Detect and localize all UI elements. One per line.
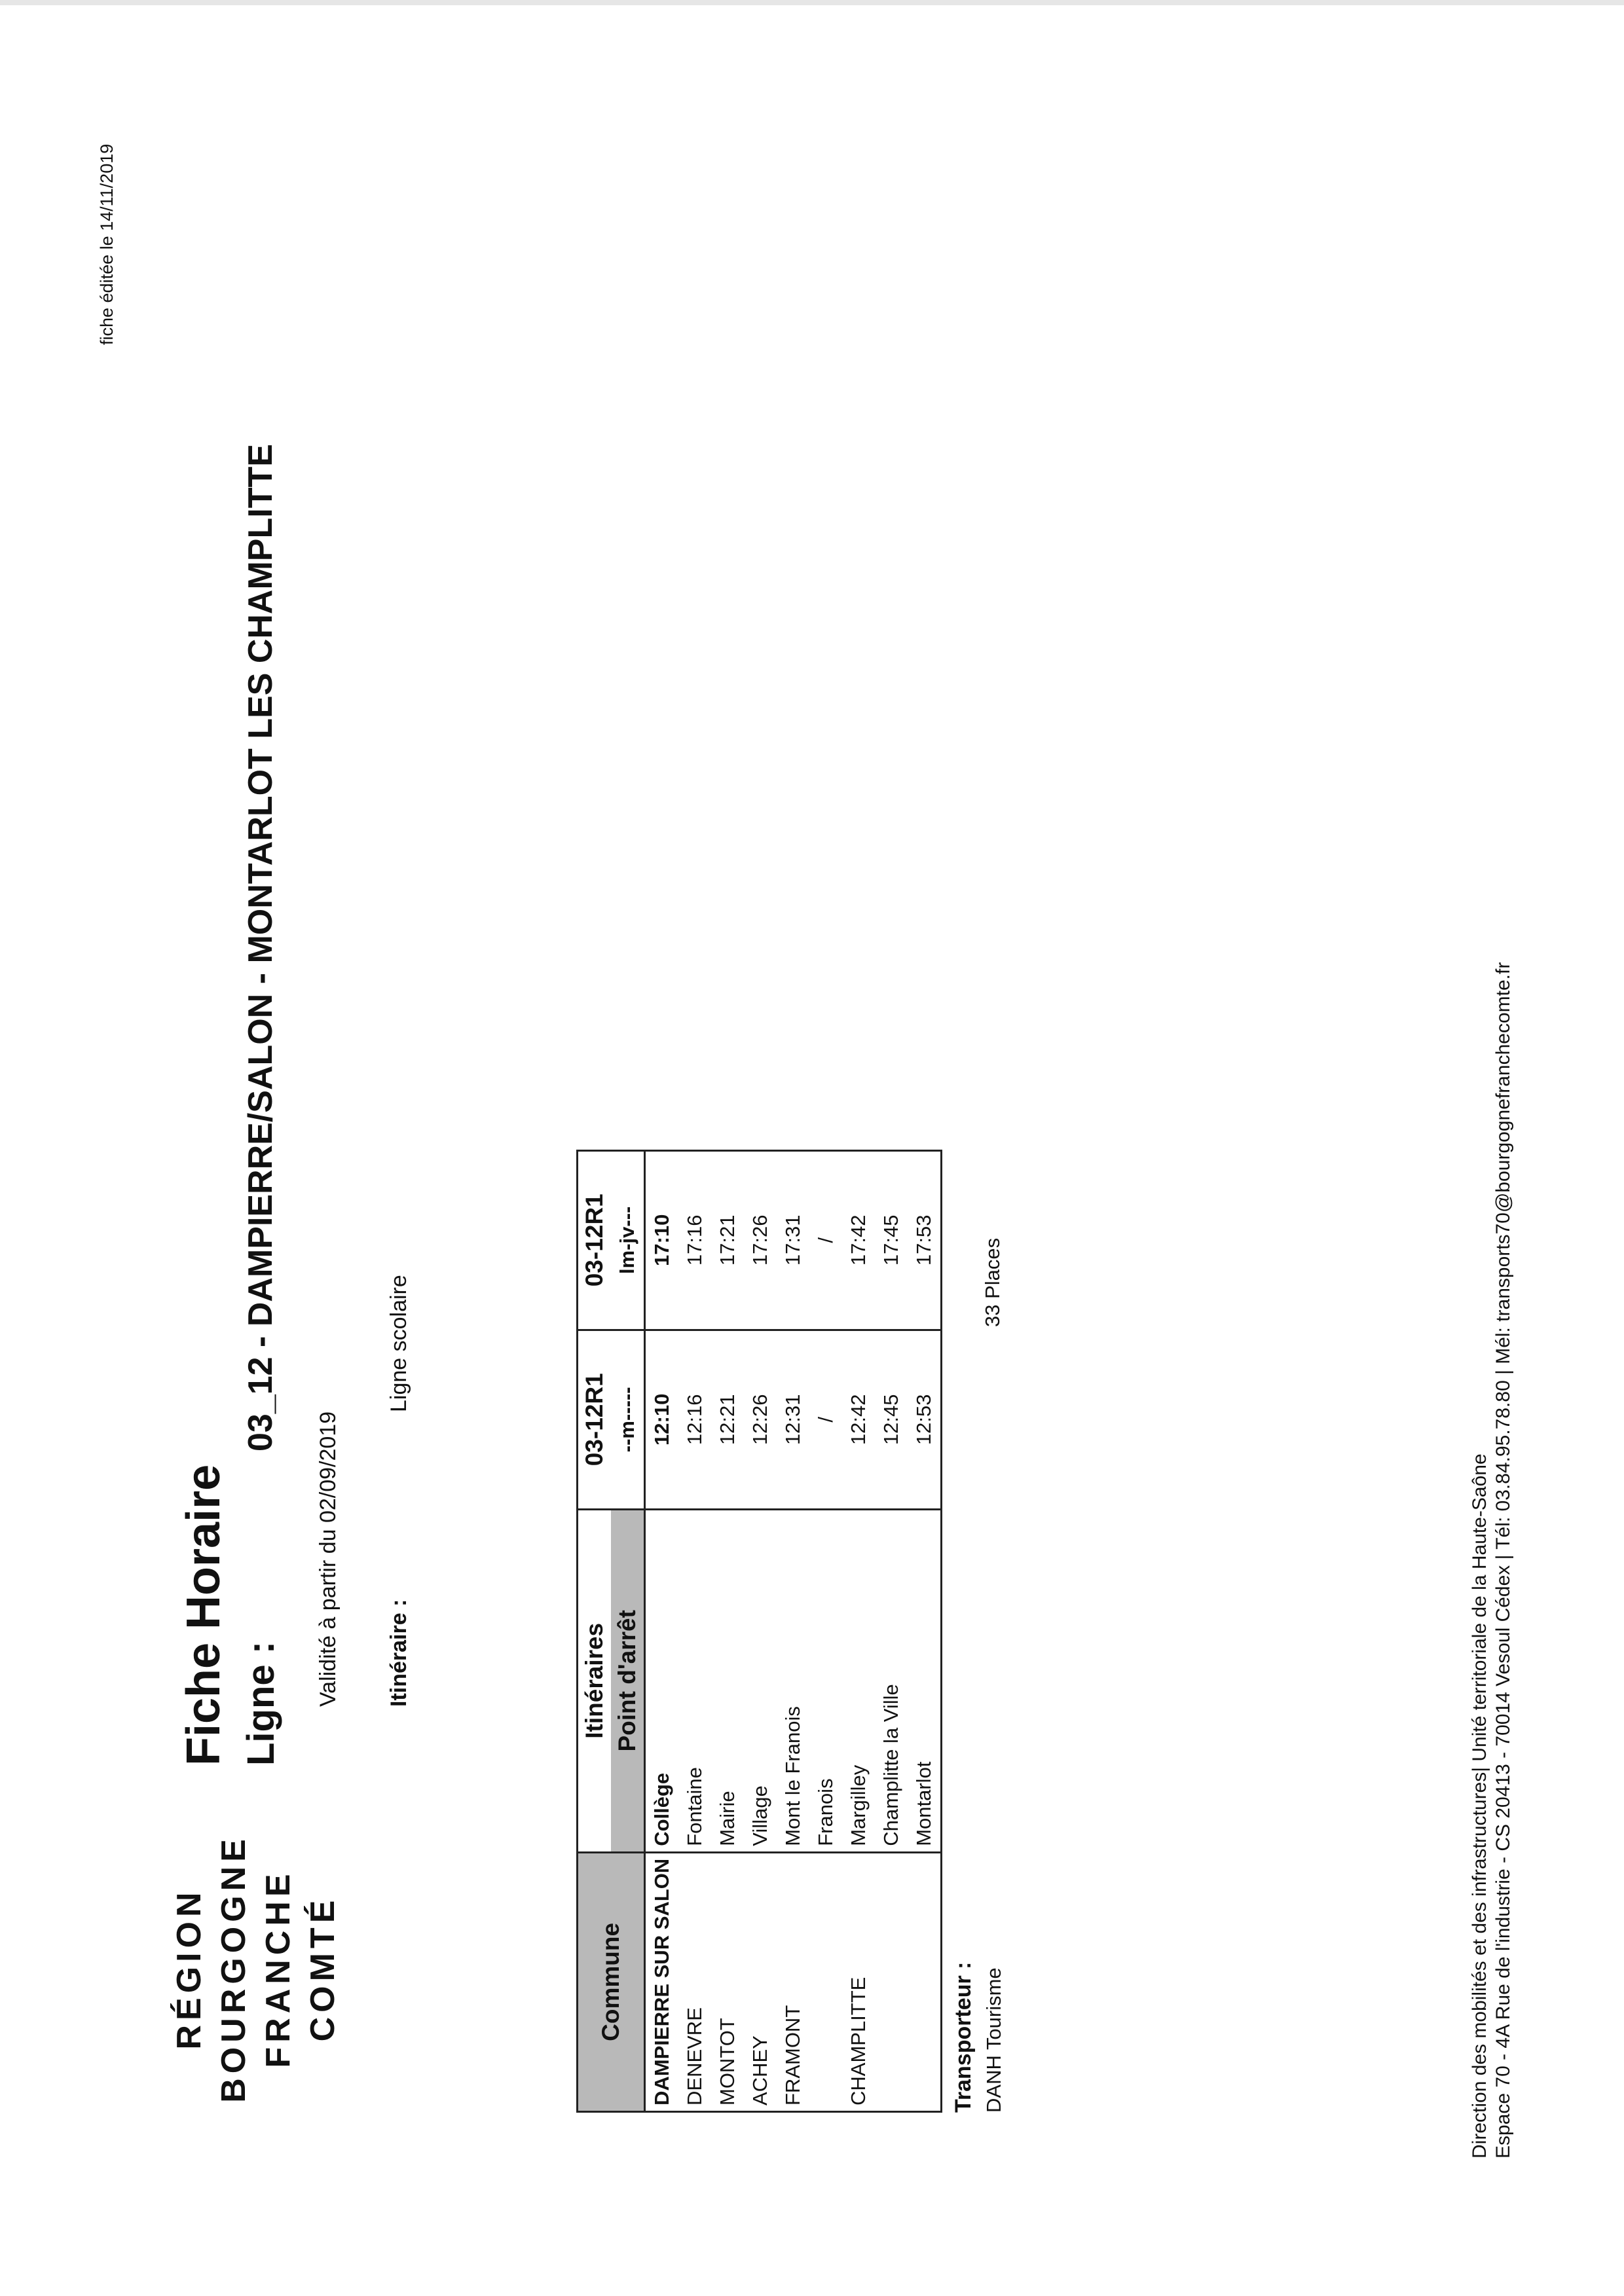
cell-time: 12:16: [678, 1330, 711, 1509]
cell-time: 12:53: [908, 1330, 942, 1509]
itinerary-value: Ligne scolaire: [386, 1275, 411, 1412]
cell-commune: DENEVRE: [678, 1852, 711, 2111]
validity-date: Validité à partir du 02/09/2019: [316, 1411, 341, 1707]
line-label: Ligne :: [240, 1641, 282, 1766]
cell-commune: MONTOT: [711, 1852, 744, 2111]
table-row: [678, 1150, 711, 2111]
cell-time: 17:26: [744, 1150, 777, 1330]
cell-stop: Village: [744, 1509, 777, 1852]
logo-line-4: COMTÉ: [304, 1895, 342, 2042]
cell-time: 17:10: [645, 1150, 679, 1330]
cell-time: 12:26: [744, 1330, 777, 1509]
cell-time: 17:45: [875, 1150, 908, 1330]
logo-line-1: RÉGION: [170, 1887, 208, 2050]
logo-line-2: BOURGOGNE: [215, 1834, 253, 2103]
cell-stop: Franois: [809, 1509, 842, 1852]
cell-stop: Montarlot: [908, 1509, 942, 1852]
table-row: [875, 1150, 908, 2111]
cell-time: 12:31: [777, 1330, 809, 1509]
table-row: [711, 1150, 744, 2111]
header-run-days: --m-----: [611, 1330, 645, 1509]
cell-time: 17:21: [711, 1150, 744, 1330]
document-title: Fiche Horaire: [177, 1464, 230, 1766]
region-logo: [167, 1831, 345, 2106]
table-row: [842, 1150, 875, 2111]
cell-time: 12:45: [875, 1330, 908, 1509]
seat-count: 33 Places: [981, 1237, 1004, 1327]
logo-line-3: FRANCHE: [259, 1869, 297, 2068]
carrier-label: Transporteur :: [951, 1961, 976, 2113]
header-stop: Point d'arrêt: [611, 1509, 645, 1852]
cell-commune: CHAMPLITTE: [842, 1852, 875, 2111]
table-row: [744, 1150, 777, 2111]
cell-commune: FRAMONT: [777, 1852, 809, 2111]
footer-line-2: Espace 70 - 4A Rue de l'industrie - CS 20413 - 70014 Vesoul Cédex | Tél: 03.84.95.78.80 | Mél: transports70@bourgognefranchecomte.fr: [1492, 962, 1514, 2159]
cell-commune: DAMPIERRE SUR SALON: [645, 1852, 679, 2111]
cell-commune: ACHEY: [744, 1852, 777, 2111]
cell-stop: Margilley: [842, 1509, 875, 1852]
header-run-code: 03-12R1: [578, 1330, 612, 1509]
timetable: [576, 1150, 942, 2113]
table-row: [908, 1150, 942, 2111]
cell-time: 17:31: [777, 1150, 809, 1330]
carrier-name: DANH Tourisme: [982, 1967, 1005, 2113]
cell-time: 17:53: [908, 1150, 942, 1330]
header-run-code: 03-12R1: [578, 1150, 612, 1330]
header-itineraries: Itinéraires: [578, 1509, 612, 1852]
cell-commune: [908, 1852, 942, 2111]
cell-stop: Champlitte la Ville: [875, 1509, 908, 1852]
header-commune: Commune: [578, 1852, 645, 2111]
cell-time: /: [809, 1330, 842, 1509]
cell-time: 17:42: [842, 1150, 875, 1330]
cell-stop: Collège: [645, 1509, 679, 1852]
line-name: 03_12 - DAMPIERRE/SALON - MONTARLOT LES CHAMPLITTE: [242, 444, 280, 1451]
cell-stop: Mont le Franois: [777, 1509, 809, 1852]
cell-time: 12:42: [842, 1330, 875, 1509]
cell-commune: [875, 1852, 908, 2111]
footer-contact: [1468, 962, 1515, 2159]
cell-time: 12:10: [645, 1330, 679, 1509]
cell-time: 17:16: [678, 1150, 711, 1330]
footer-line-1: Direction des mobilités et des infrastructures| Unité territoriale de la Haute-Saône: [1469, 1453, 1490, 2159]
cell-commune: [809, 1852, 842, 2111]
table-row: [777, 1150, 809, 2111]
table-row: [645, 1150, 679, 2111]
cell-time: /: [809, 1150, 842, 1330]
itinerary-label: Itinéraire :: [386, 1599, 411, 1707]
cell-stop: Fontaine: [678, 1509, 711, 1852]
header-run-days: lm-jv---: [611, 1150, 645, 1330]
cell-time: 12:21: [711, 1330, 744, 1509]
cell-stop: Mairie: [711, 1509, 744, 1852]
issued-date-note: fiche éditée le 14/11/2019: [97, 143, 117, 345]
table-row: [809, 1150, 842, 2111]
